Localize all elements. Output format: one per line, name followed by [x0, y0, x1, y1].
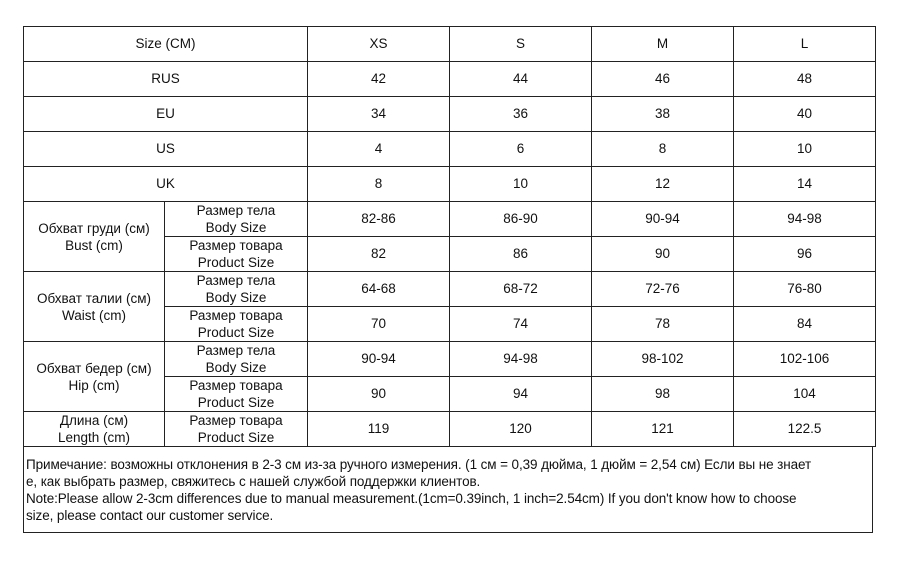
row-label: US	[24, 132, 308, 167]
label-en: Bust (cm)	[65, 237, 123, 253]
row-label: UK	[24, 167, 308, 202]
row-label: EU	[24, 97, 308, 132]
size-l-header: L	[734, 27, 876, 62]
table-cell: 40	[734, 97, 876, 132]
label-en: Waist (cm)	[62, 307, 126, 323]
table-cell: 48	[734, 62, 876, 97]
table-cell: 94-98	[734, 202, 876, 237]
sub-en: Body Size	[205, 360, 267, 375]
sub-en: Product Size	[197, 395, 275, 410]
table-cell: 6	[450, 132, 592, 167]
table-cell: 96	[734, 237, 876, 272]
sub-label	[165, 272, 308, 307]
sub-en: Body Size	[205, 290, 267, 305]
table-cell: 94	[450, 377, 592, 412]
sub-en: Product Size	[197, 430, 275, 445]
table-cell: 98	[592, 377, 734, 412]
table-cell: 120	[450, 412, 592, 447]
sub-en: Product Size	[197, 255, 275, 270]
table-cell: 46	[592, 62, 734, 97]
size-table	[23, 26, 876, 447]
row-label: RUS	[24, 62, 308, 97]
table-cell: 86	[450, 237, 592, 272]
table-cell: 14	[734, 167, 876, 202]
table-cell: 82-86	[308, 202, 450, 237]
table-cell: 82	[308, 237, 450, 272]
bust-body-row	[24, 202, 876, 237]
table-cell: 104	[734, 377, 876, 412]
table-cell: 76-80	[734, 272, 876, 307]
table-cell: 102-106	[734, 342, 876, 377]
hip-label	[24, 342, 165, 412]
table-cell: 94-98	[450, 342, 592, 377]
table-cell: 86-90	[450, 202, 592, 237]
table-cell: 10	[734, 132, 876, 167]
label-en: Length (cm)	[57, 430, 131, 445]
sub-label	[165, 202, 308, 237]
size-chart	[23, 26, 875, 533]
rus-row	[24, 62, 876, 97]
waist-label	[24, 272, 165, 342]
eu-row	[24, 97, 876, 132]
sub-ru: Размер товара	[189, 413, 283, 428]
table-cell: 119	[308, 412, 450, 447]
table-cell: 68-72	[450, 272, 592, 307]
table-cell: 121	[592, 412, 734, 447]
sub-ru: Размер товара	[189, 238, 283, 253]
sub-label	[165, 377, 308, 412]
size-s-header: S	[450, 27, 592, 62]
sub-ru: Размер тела	[196, 343, 276, 358]
sub-ru: Размер товара	[189, 378, 283, 393]
size-m-header: M	[592, 27, 734, 62]
note-en-line: Note:Please allow 2-3cm differences due to manual measurement.(1cm=0.39inch, 1 inch=2.54cm) If you don't know how to choose	[26, 491, 797, 506]
table-cell: 70	[308, 307, 450, 342]
note-en-line: size, please contact our customer service.	[26, 508, 274, 523]
table-cell: 36	[450, 97, 592, 132]
table-cell: 12	[592, 167, 734, 202]
us-row	[24, 132, 876, 167]
note-en	[26, 490, 870, 524]
table-cell: 64-68	[308, 272, 450, 307]
size-xs-header: XS	[308, 27, 450, 62]
table-cell: 8	[308, 167, 450, 202]
sub-en: Product Size	[197, 325, 275, 340]
length-row	[24, 412, 876, 447]
table-cell: 72-76	[592, 272, 734, 307]
header-row	[24, 27, 876, 62]
header-label: Size (CM)	[24, 27, 308, 62]
label-en: Hip (cm)	[68, 377, 120, 393]
table-cell: 8	[592, 132, 734, 167]
hip-body-row	[24, 342, 876, 377]
table-cell: 44	[450, 62, 592, 97]
table-cell: 34	[308, 97, 450, 132]
sub-ru: Размер тела	[196, 273, 276, 288]
sub-ru: Размер товара	[189, 308, 283, 323]
table-cell: 38	[592, 97, 734, 132]
sub-ru: Размер тела	[196, 203, 276, 218]
label-ru: Обхват груди (см)	[38, 220, 150, 236]
note-ru	[26, 456, 870, 490]
table-cell: 90-94	[592, 202, 734, 237]
note-ru-line: Примечание: возможны отклонения в 2-3 см из-за ручного измерения. (1 см = 0,39 дюйма, 1 дюйм = 2,54 см) Если вы не знает	[26, 457, 812, 472]
table-cell: 42	[308, 62, 450, 97]
sub-label	[165, 307, 308, 342]
table-cell: 98-102	[592, 342, 734, 377]
table-cell: 4	[308, 132, 450, 167]
sub-label	[165, 237, 308, 272]
sub-en: Body Size	[205, 220, 267, 235]
table-cell: 10	[450, 167, 592, 202]
table-cell: 84	[734, 307, 876, 342]
waist-body-row	[24, 272, 876, 307]
table-cell: 74	[450, 307, 592, 342]
table-cell: 90	[308, 377, 450, 412]
label-ru: Длина (см)	[59, 413, 129, 428]
sub-label	[165, 412, 308, 447]
label-ru: Обхват талии (см)	[37, 290, 151, 306]
table-cell: 122.5	[734, 412, 876, 447]
table-cell: 90-94	[308, 342, 450, 377]
sub-label	[165, 342, 308, 377]
table-cell: 78	[592, 307, 734, 342]
uk-row	[24, 167, 876, 202]
note-box	[23, 447, 873, 533]
length-label	[24, 412, 165, 447]
note-ru-line: е, как выбрать размер, свяжитесь с нашей службой поддержки клиентов.	[26, 474, 481, 489]
table-cell: 90	[592, 237, 734, 272]
label-ru: Обхват бедер (см)	[36, 360, 152, 376]
bust-label	[24, 202, 165, 272]
